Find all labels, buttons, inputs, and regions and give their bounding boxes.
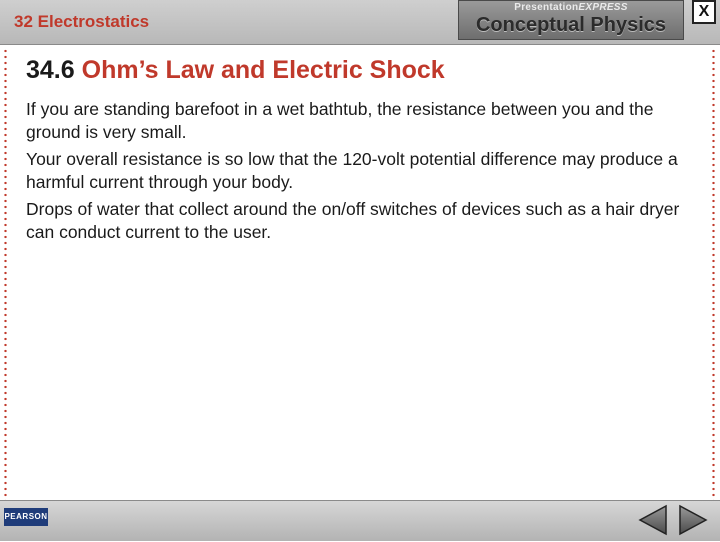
left-dotted-border xyxy=(4,48,7,500)
brand-title: Conceptual Physics xyxy=(475,14,667,36)
brand-tagline: PresentationEXPRESS xyxy=(514,2,628,13)
slide-body xyxy=(26,98,696,248)
body-paragraph: Your overall resistance is so low that the 120-volt potential difference may produce a harmful current through your body. xyxy=(26,149,678,192)
chapter-label: 32 Electrostatics xyxy=(14,12,150,31)
previous-arrow-icon xyxy=(636,503,670,537)
previous-slide-button[interactable] xyxy=(636,503,670,537)
pearson-logo: PEARSON xyxy=(4,508,48,526)
close-button[interactable]: X xyxy=(692,0,716,24)
bottom-bar xyxy=(0,500,720,541)
next-slide-button[interactable] xyxy=(676,503,710,537)
right-dotted-border xyxy=(712,48,715,500)
body-paragraph: Drops of water that collect around the on/off switches of devices such as a hair dryer can conduct current to the user. xyxy=(26,199,680,242)
body-paragraph: If you are standing barefoot in a wet bathtub, the resistance between you and the ground is very small. xyxy=(26,99,654,142)
slide-title: 34.6 Ohm’s Law and Electric Shock xyxy=(26,56,445,84)
brand-logo xyxy=(458,0,684,40)
next-arrow-icon xyxy=(676,503,710,537)
